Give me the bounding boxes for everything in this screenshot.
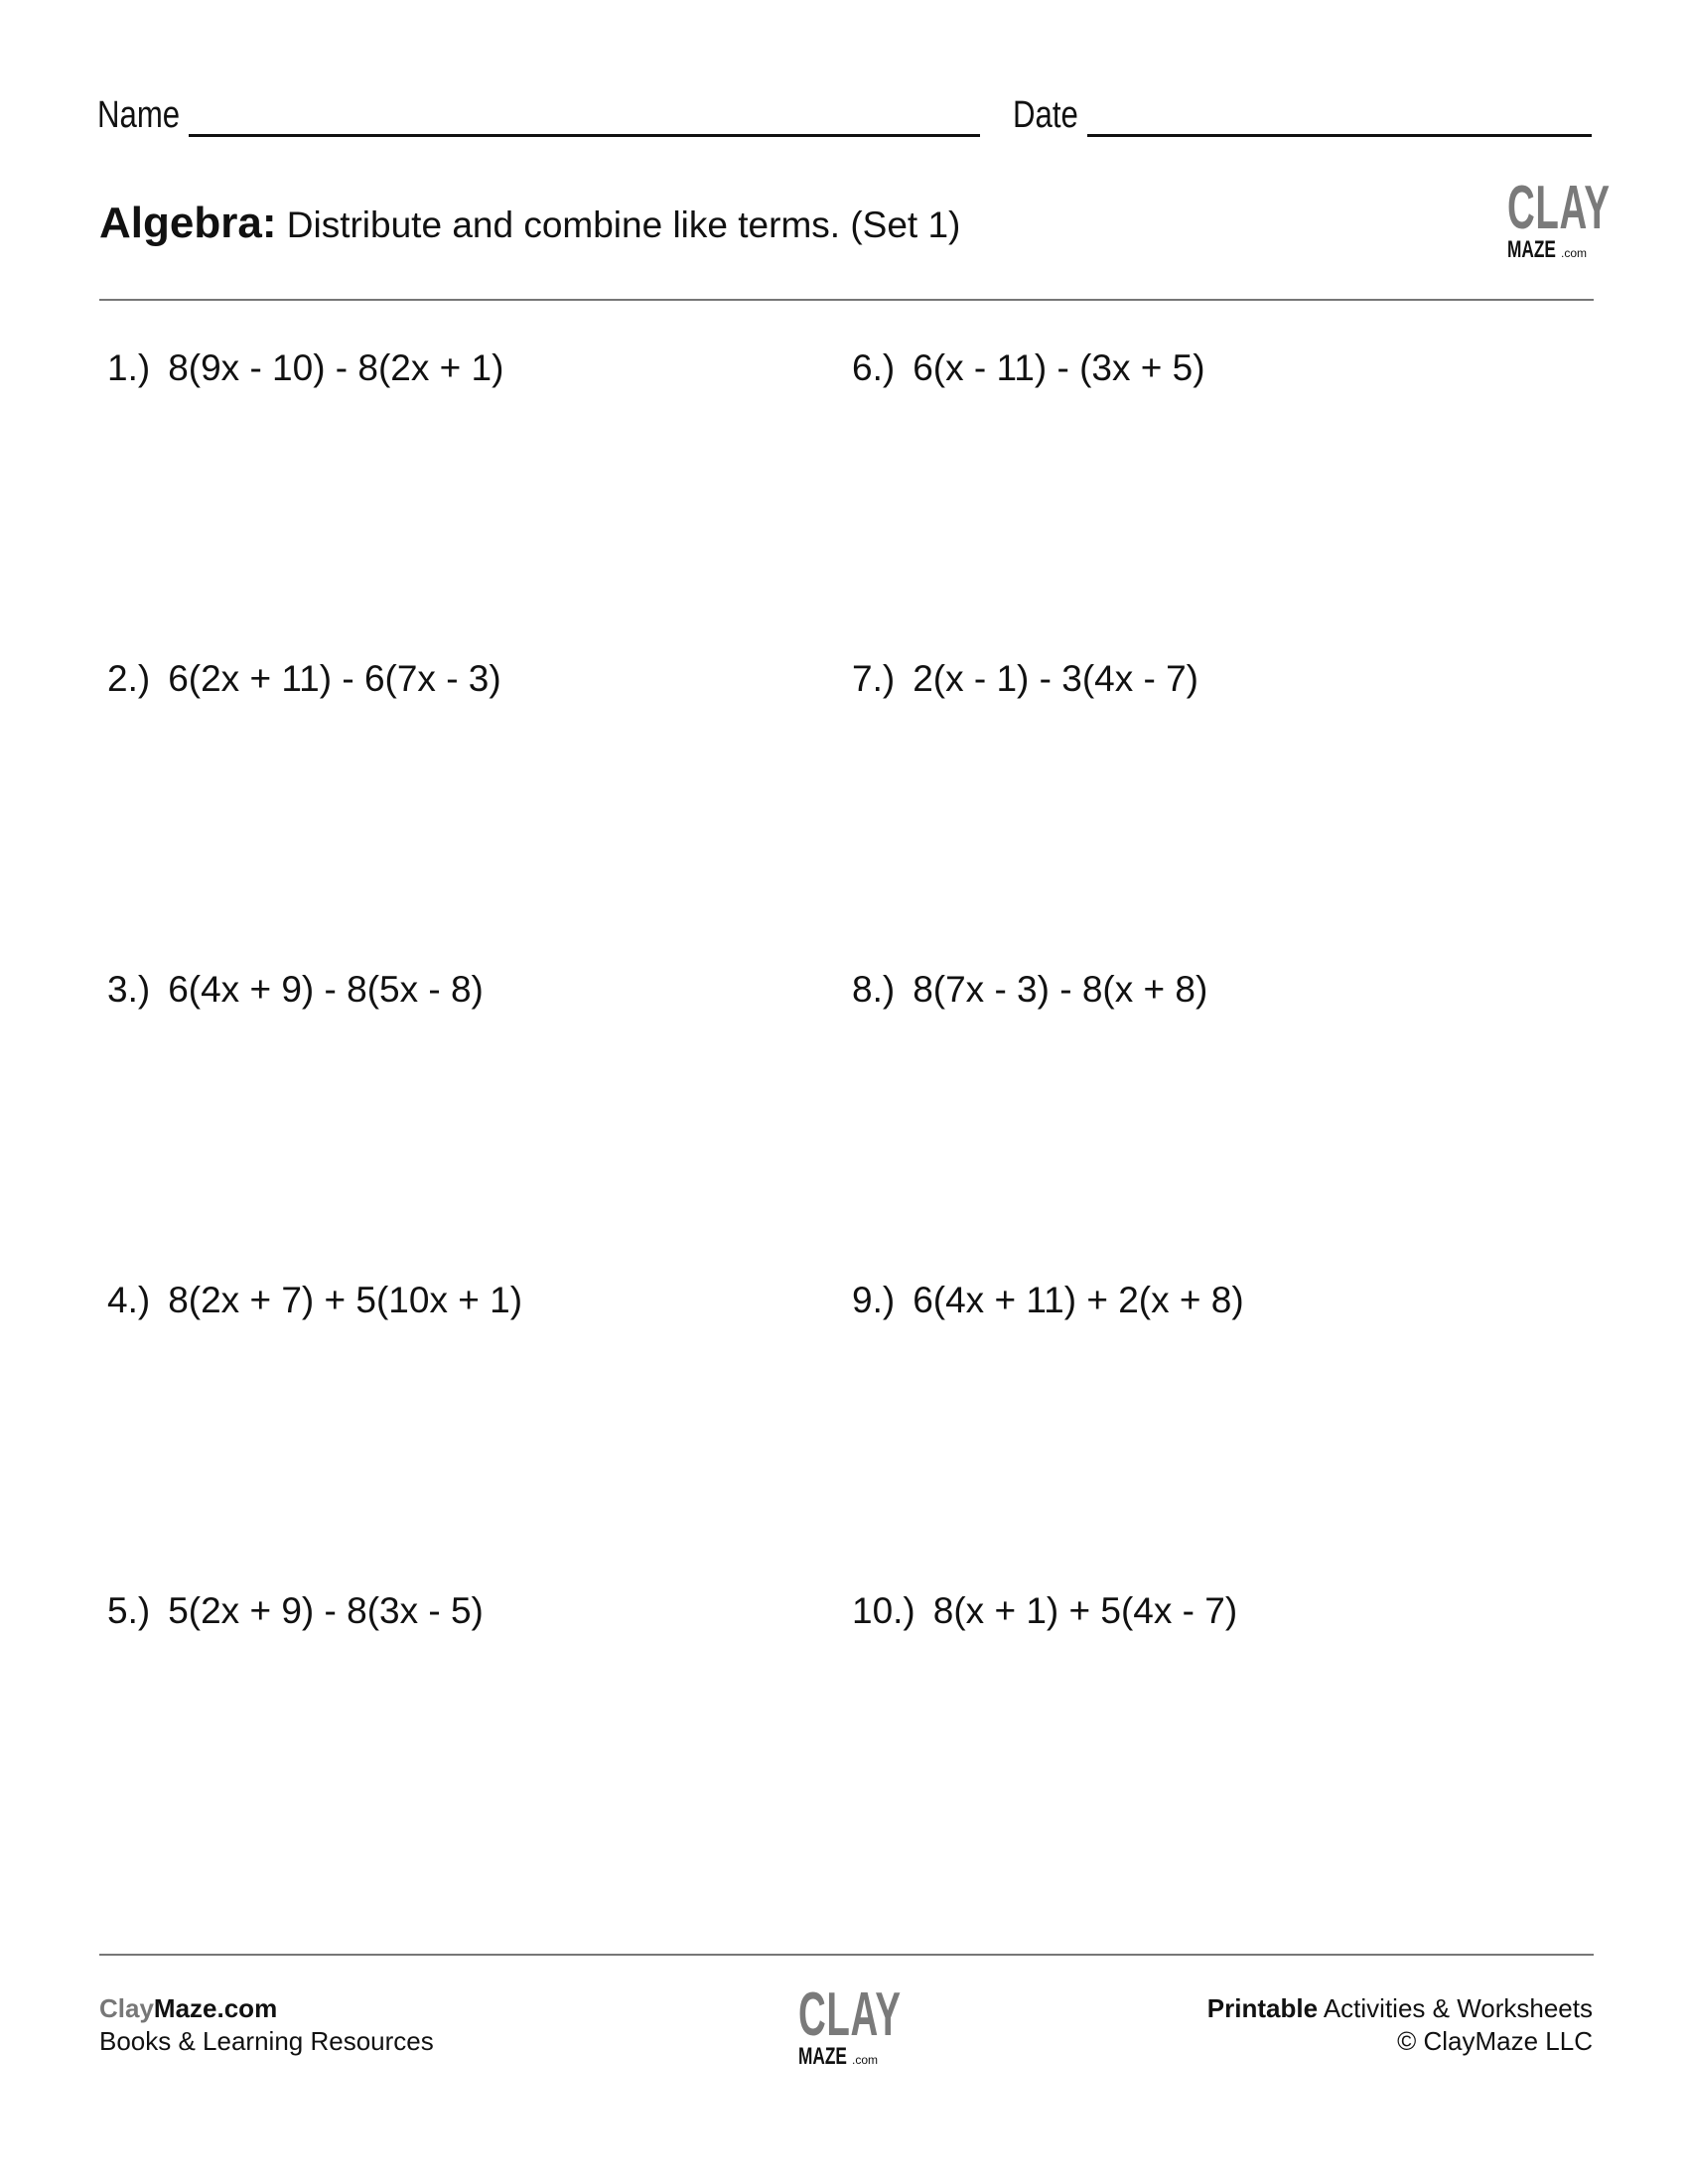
problem-number: 10.) bbox=[852, 1590, 915, 1631]
problem-number: 6.) bbox=[852, 347, 896, 388]
problem-8 bbox=[852, 969, 1207, 1011]
problem-expression: 6(x - 11) - (3x + 5) bbox=[913, 347, 1205, 388]
name-field-line bbox=[189, 134, 980, 137]
problem-9 bbox=[852, 1280, 1244, 1321]
footer-copyright: © ClayMaze LLC bbox=[1397, 2026, 1593, 2056]
problem-number: 8.) bbox=[852, 969, 896, 1010]
problem-number: 5.) bbox=[107, 1590, 151, 1631]
name-label: Name bbox=[97, 94, 181, 136]
logo-maze-text: MAZE bbox=[1507, 236, 1556, 263]
footer-site-name bbox=[99, 1992, 434, 2025]
footer-activities: Activities & Worksheets bbox=[1323, 1993, 1593, 2023]
problem-number: 9.) bbox=[852, 1280, 896, 1320]
title-subject: Algebra: bbox=[99, 199, 277, 247]
problem-expression: 5(2x + 9) - 8(3x - 5) bbox=[168, 1590, 484, 1631]
problem-4 bbox=[107, 1280, 522, 1321]
title-instructions: Distribute and combine like terms. (Set 1) bbox=[286, 205, 961, 245]
problem-2 bbox=[107, 658, 501, 700]
problem-7 bbox=[852, 658, 1198, 700]
logo-maze-text: MAZE bbox=[798, 2043, 847, 2070]
problem-expression: 2(x - 1) - 3(4x - 7) bbox=[913, 658, 1199, 699]
header-divider bbox=[99, 299, 1594, 301]
problem-3 bbox=[107, 969, 484, 1011]
logo-dotcom-text: .com bbox=[1561, 246, 1588, 260]
footer-tagline: Books & Learning Resources bbox=[99, 2026, 434, 2056]
logo-clay-text: CLAY bbox=[798, 1980, 902, 2049]
problem-expression: 6(4x + 9) - 8(5x - 8) bbox=[168, 969, 484, 1010]
problem-number: 2.) bbox=[107, 658, 151, 699]
problem-expression: 8(9x - 10) - 8(2x + 1) bbox=[168, 347, 504, 388]
footer-divider bbox=[99, 1954, 1594, 1956]
problem-6 bbox=[852, 347, 1205, 389]
problem-expression: 8(x + 1) + 5(4x - 7) bbox=[932, 1590, 1238, 1631]
claymaze-logo bbox=[1507, 174, 1673, 264]
problem-1 bbox=[107, 347, 503, 389]
claymaze-footer-logo bbox=[798, 1980, 964, 2071]
problem-number: 7.) bbox=[852, 658, 896, 699]
problem-number: 4.) bbox=[107, 1280, 151, 1320]
problem-expression: 8(2x + 7) + 5(10x + 1) bbox=[168, 1280, 523, 1320]
footer-site-maze: Maze.com bbox=[153, 1993, 278, 2023]
problem-number: 1.) bbox=[107, 347, 151, 388]
footer-printable-line bbox=[1207, 1992, 1593, 2025]
footer-left bbox=[99, 1992, 434, 2058]
problem-5 bbox=[107, 1590, 484, 1632]
footer-site-clay: Clay bbox=[99, 1993, 154, 2023]
name-date-row bbox=[97, 94, 1592, 144]
problem-number: 3.) bbox=[107, 969, 151, 1010]
problem-expression: 8(7x - 3) - 8(x + 8) bbox=[913, 969, 1208, 1010]
problem-10 bbox=[852, 1590, 1237, 1632]
footer-printable: Printable bbox=[1206, 1993, 1319, 2023]
footer-right bbox=[1207, 1992, 1593, 2058]
worksheet-title bbox=[99, 199, 960, 248]
logo-dotcom-text: .com bbox=[852, 2053, 879, 2067]
problem-expression: 6(2x + 11) - 6(7x - 3) bbox=[168, 658, 501, 699]
date-label: Date bbox=[1013, 94, 1078, 136]
problem-expression: 6(4x + 11) + 2(x + 8) bbox=[913, 1280, 1244, 1320]
date-field-line bbox=[1087, 134, 1592, 137]
logo-clay-text: CLAY bbox=[1507, 174, 1611, 242]
